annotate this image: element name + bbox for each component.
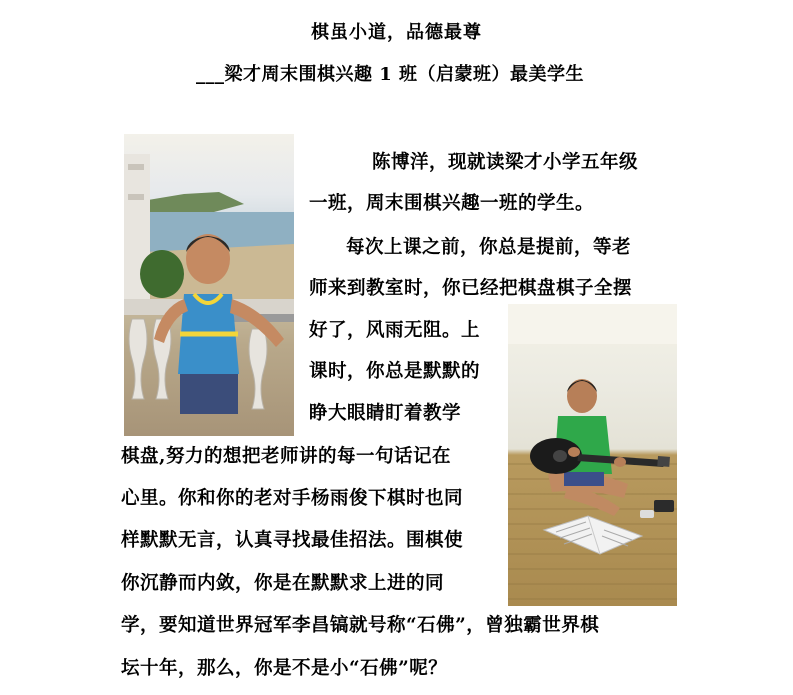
body-line-7: 睁大眼睛盯着教学 [309,403,462,424]
body-line-4: 师来到教室时，你已经把棋盘棋子全摆 [309,278,633,299]
article-subtitle: ___梁才周末围棋兴趣 1 班（启蒙班）最美学生 [196,64,585,85]
body-line-5: 好了，风雨无阻。上 [309,320,481,341]
body-line-8: 棋盘,努力的想把老师讲的每一句话记在 [121,446,451,467]
body-line-1: 陈博洋，现就读梁才小学五年级 [372,152,639,173]
photo-boy-on-balcony [124,134,294,436]
body-line-6: 课时，你总是默默的 [309,361,481,382]
body-line-11: 你沉静而内敛，你是在默默求上进的同 [121,573,445,594]
photo-boy-with-guitar [508,304,677,606]
body-line-3: 每次上课之前，你总是提前，等老 [346,237,632,258]
body-line-13: 坛十年，那么，你是不是小“石佛”呢？ [121,658,448,679]
body-line-12: 学，要知道世界冠军李昌镐就号称“石佛”，曾独霸世界棋 [121,615,600,636]
article-title: 棋虽小道，品德最尊 [311,22,482,43]
body-line-9: 心里。你和你的老对手杨雨俊下棋时也同 [121,488,464,509]
body-line-10: 样默默无言，认真寻找最佳招法。围棋使 [121,530,464,551]
body-line-2: 一班，周末围棋兴趣一班的学生。 [309,193,595,214]
